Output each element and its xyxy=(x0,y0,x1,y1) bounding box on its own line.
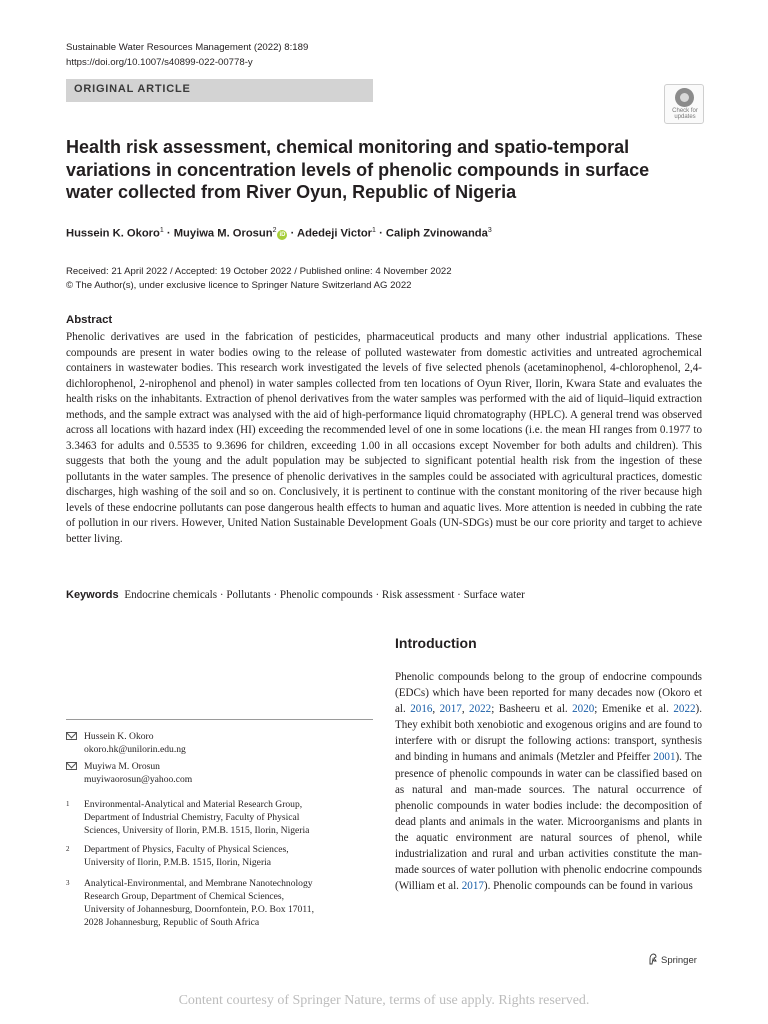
author-affiliation: 3 xyxy=(487,227,492,234)
introduction-heading: Introduction xyxy=(395,635,477,651)
courtesy-watermark: Content courtesy of Springer Nature, terms of use apply. Rights reserved. xyxy=(178,993,590,1008)
check-updates-icon xyxy=(675,88,694,107)
intro-text-run: ; Emenike et al. xyxy=(594,703,674,716)
abstract-text: Phenolic derivatives are used in the fabrication of pesticides, pharmaceutical products and many other industrial applications. These compounds are present in water bodies owing to the release of polluted wastewater from domestic activities and untreated agrochemical containers in wastewater bodies. This research work investigated the levels of five selected phenols (acetaminophenol, 4-chlorophenol, 2,4-dichlorophenol, 2-nirophenol and phenol) in water samples collected from ten locations of Oyun River, Ilorin, Kwara State and evaluates the health risks on the inhabitants. Extraction of phenol derivatives from the water samples was performed with the aid of liquid–liquid extraction methods, and the sample extract was analysed with the aid of high-performance liquid chromatography (HPLC). A general trend was observed across all locations with hazard index (HI) exceeding the recommended level of one in some locations (i.e. the mean HI ranges from 0.1977 to 3.3463 for adults and 0.5535 to 9.3696 for children, exceeding 1.00 in all occasions except November for both adults and children). This suggests that both the young and the adult population may be subjected to significant potential health risk from the ingestion of these pollutants in the water samples. The presence of phenolic derivatives in the samples could be associated with agricultural practices, domestic discharges, high washing of the soil and so on. Conclusively, it is pertinent to continue with the constant monitoring of the river because high levels of these endocrine pollutants can pose dangerous health effects to human and aquatic lives. More attention is needed in cubbing the rate of pollution in our rivers. However, United Nation Sustainable Development Goals (UN-SDGs) must be our core priority and target to achieve better living. xyxy=(66,331,702,545)
author-affiliation: 2 xyxy=(272,227,277,234)
keywords-list: Endocrine chemicals · Pollutants · Phenolic compounds · Risk assessment · Surface water xyxy=(124,589,525,601)
intro-text-run: Phenolic compounds belong to the group of endocrine compounds (EDCs) which have been reported for many decades now (Okoro et al. xyxy=(395,671,702,716)
author-name[interactable]: Muyiwa M. Orosun xyxy=(173,227,273,240)
publication-dates xyxy=(66,265,452,292)
intro-text-run: , xyxy=(461,703,470,716)
affiliation-number: 1 xyxy=(66,800,70,808)
corresponding-author-email[interactable]: okoro.hk@unilorin.edu.ng xyxy=(84,744,186,755)
corresponding-author-name: Muyiwa M. Orosun xyxy=(84,761,160,772)
intro-text-run: , xyxy=(432,703,440,716)
citation-link[interactable]: 2017 xyxy=(439,703,462,716)
affiliation-number: 2 xyxy=(66,845,70,853)
check-for-updates-badge[interactable] xyxy=(664,84,704,124)
introduction-text xyxy=(395,669,702,894)
springer-horse-icon xyxy=(648,953,658,965)
affiliation-line: Sciences, University of Ilorin, P.M.B. 1515, Ilorin, Nigeria xyxy=(84,825,310,836)
author-affiliation: 1 xyxy=(372,227,376,234)
orcid-icon[interactable]: iD xyxy=(279,231,286,238)
publisher-logo xyxy=(648,953,697,966)
citation-link[interactable]: 2022 xyxy=(673,703,696,716)
affiliation-line: Analytical-Environmental, and Membrane Nanotechnology xyxy=(84,878,313,889)
corresponding-author-name: Hussein K. Okoro xyxy=(84,731,154,742)
paper-title: Health risk assessment, chemical monitoring and spatio-temporal variations in concentration levels of phenolic compounds in surface water collected from River Oyun, Republic of Nigeria xyxy=(66,137,650,202)
footnote-divider xyxy=(66,719,373,720)
check-updates-line1: Check for xyxy=(672,108,698,114)
affiliation-line: Research Group, Department of Chemical Sciences, xyxy=(84,891,285,902)
affiliation-line: Environmental-Analytical and Material Research Group, xyxy=(84,799,303,810)
affiliation-line: 2028 Johannesburg, Republic of South Africa xyxy=(84,917,260,928)
citation-link[interactable]: 2016 xyxy=(410,703,433,716)
intro-text-run: ; Basheeru et al. xyxy=(491,703,573,716)
author-name[interactable]: Adedeji Victor xyxy=(297,227,373,240)
affiliation-line: Department of Physics, Faculty of Physical Sciences, xyxy=(84,844,289,855)
affiliation-line: University of Ilorin, P.M.B. 1515, Ilorin, Nigeria xyxy=(84,857,272,868)
publisher-name: Springer xyxy=(661,955,697,966)
author-name[interactable]: Caliph Zvinowanda xyxy=(385,227,488,240)
article-type-label: ORIGINAL ARTICLE xyxy=(74,83,191,95)
affiliation-number: 3 xyxy=(66,879,70,887)
doi-link[interactable]: https://doi.org/10.1007/s40899-022-00778-y xyxy=(66,57,253,68)
affiliation-line: Department of Industrial Chemistry, Faculty of Physical xyxy=(84,812,300,823)
author-name[interactable]: Hussein K. Okoro xyxy=(66,227,160,240)
envelope-icon xyxy=(66,732,77,740)
copyright-line: © The Author(s), under exclusive licence to Springer Nature Switzerland AG 2022 xyxy=(66,279,412,291)
article-type-bar xyxy=(66,79,373,102)
citation-link[interactable]: 2020 xyxy=(572,703,595,716)
author-list: Hussein K. Okoro$^1$ · Muyiwa M. Orosun$^2$iD · Adedeji Victor$^1$ · Caliph Zvinowanda$^3$ xyxy=(66,227,492,240)
journal-header xyxy=(66,40,308,70)
author-affiliation: 1 xyxy=(159,227,164,234)
history-line: Received: 21 April 2022 / Accepted: 19 October 2022 / Published online: 4 November 2022 xyxy=(66,266,452,277)
corresponding-author-email[interactable]: muyiwaorosun@yahoo.com xyxy=(84,774,193,785)
check-updates-text xyxy=(665,108,705,120)
citation-link[interactable]: 2022 xyxy=(469,703,492,716)
citation-link[interactable]: 2017 xyxy=(461,880,484,893)
envelope-icon xyxy=(66,762,77,770)
citation-link[interactable]: 2001 xyxy=(653,751,676,764)
intro-text-run: ). They exhibit both xenobiotic and exogenous origins and are found to interfere with or disrupt the following actions: transport, synthesis and binding in humans and animals (Metzler and Pfeiffer xyxy=(395,703,702,764)
abstract-heading: Abstract xyxy=(66,314,113,326)
journal-name: Sustainable Water Resources Management (2022) 8:189 xyxy=(66,42,309,53)
keywords-label: Keywords xyxy=(66,589,119,601)
intro-text-run: ). Phenolic compounds can be found in various xyxy=(483,880,693,893)
keywords xyxy=(66,589,525,601)
intro-text-run: ). The presence of phenolic compounds in water can be classified based on as natural and man-made sources. The natural occurrence of phenolic compounds in water bodies include: the decomposition of dead plants and animals in the water. Microorganisms and plants in the aquatic environment are natural sources of phenol, while industrialization and rural and urban activities constitute the man-made sources of water pollution with phenolic endocrine compounds (William et al. xyxy=(395,751,702,893)
affiliation-line: University of Johannesburg, Doornfontein, P.O. Box 17011, xyxy=(84,904,314,915)
check-updates-line2: updates xyxy=(674,114,696,120)
